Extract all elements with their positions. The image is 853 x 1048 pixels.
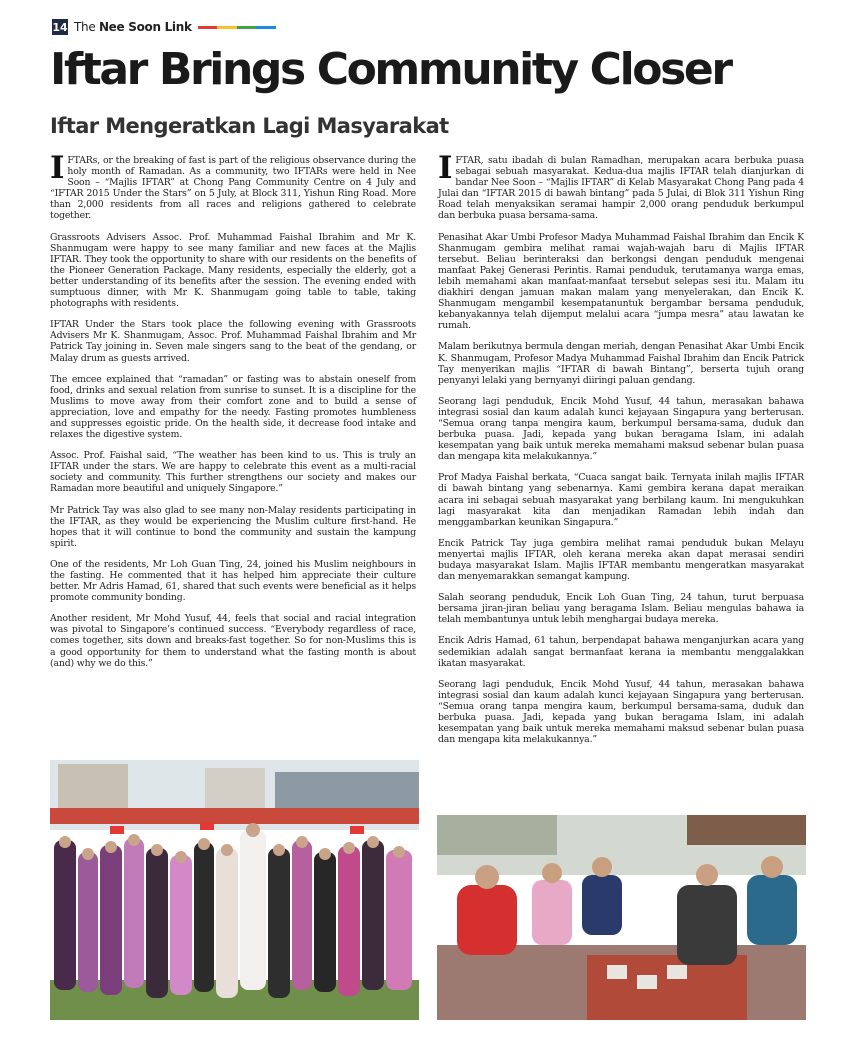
english-paragraph: One of the residents, Mr Loh Guan Ting, 24, joined his Muslim neighbours in the fasting. He commented that it has helped him appreciate their culture better. Mr Adris Hamad, 61, shared that such events were beneficial as it helps promote community bonding.	[50, 558, 416, 604]
page-number: 14	[52, 20, 68, 34]
page-header	[52, 18, 276, 36]
dining-photo	[437, 815, 806, 1020]
malay-paragraph: Malam berikutnya bermula dengan meriah, dengan Penasihat Akar Umbi Encik K. Shanmugam, Profesor Madya Muhammad Faishal Ibrahim dan Encik Patrick Tay menyerikan majlis “IFTAR di bawah Bintang”, berserta tujuh orang penyanyi lelaki yang bernyanyi diiringi paluan gendang.	[438, 341, 804, 386]
malay-column	[438, 150, 804, 755]
malay-paragraph: Seorang lagi penduduk, Encik Mohd Yusuf, 44 tahun, merasakan bahawa integrasi sosial dan kaum adalah kunci kejayaan Singapura yang berterusan. “Semua orang tanpa mengira kaum, berkumpul bersama-sama, duduk dan berbuka puasa. Jadi, kepada yang bukan beragama Islam, ini adalah kesempatan yang baik untuk mereka memahami maksud sebenar bulan puasa dan mengapa kita melakukannya.”	[438, 395, 804, 463]
color-bar-yellow	[217, 26, 237, 29]
english-paragraph: IFTAR Under the Stars took place the following evening with Grassroots Advisers Mr K. Shanmugam, Assoc. Prof. Muhammad Faishal Ibrahim and Mr Patrick Tay joining in. Seven male singers sang to the beat of the gendang, or Malay drum as guests arrived.	[50, 319, 416, 364]
article-subtitle: Iftar Mengeratkan Lagi Masyarakat	[50, 114, 449, 138]
malay-paragraph: IFTAR, satu ibadah di bulan Ramadhan, merupakan acara berbuka puasa sebagai sebuah masyarakat. Kedua-dua majlis IFTAR telah dianjurkan di bandar Nee Soon – “Majlis IFTAR” di Kelab Masyarakat Chong Pang pada 4 Julai dan “IFTAR 2015 di bawah bintang” pada 5 Julai, di Blok 311 Yishun Ring Road telah menyaksikan seramai hampir 2,000 orang penduduk berkumpul dan berbuka puasa bersama-sama.	[438, 150, 804, 222]
malay-paragraph: Penasihat Akar Umbi Profesor Madya Muhammad Faishal Ibrahim dan Encik K Shanmugam gembira melihat ramai wajah-wajah baru di Majlis IFTAR tersebut. Beliau berinteraksi dan berkongsi dengan penduduk mengenai manfaat Pakej Generasi Perintis. Ramai penduduk, terutamanya warga emas, lebih memahami akan manfaat-manfaat tersebut selepas sesi itu. Malam itu diakhiri dengan jamuan makan malam yang menyelerakan, dan Encik K. Shanmugam mengambil kesempatanuntuk bergambar bersama penduduk, kebanyakannya telah dijemput melalui acara “jumpa mesra” atau lawatan ke rumah.	[438, 231, 804, 332]
group-photo-image	[50, 760, 419, 1020]
malay-paragraph: Prof Madya Faishal berkata, “Cuaca sangat baik. Ternyata inilah majlis IFTAR di bawah bintang yang sebenarnya. Kami gembira kerana dapat meraikan acara ini sebagai sebuah masyarakat yang berbilang kaum. Ini mengukuhkan lagi masyarakat kita dan menjadikan Ramadan lebih indah dan menggambarkan keunikan Singapura.”	[438, 472, 804, 528]
english-paragraph: Another resident, Mr Mohd Yusuf, 44, feels that social and racial integration was pivotal to Singapore’s continued success. “Everybody regardless of race, comes together, sits down and breaks-fast together. So for non-Muslims this is a good opportunity for them to understand what the fasting month is about (and) why we do this.”	[50, 613, 416, 669]
article-title: Iftar Brings Community Closer	[50, 44, 731, 95]
malay-paragraph: Salah seorang penduduk, Encik Loh Guan Ting, 24 tahun, turut berpuasa bersama jiran-jiran beliau yang beragama Islam. Beliau mengulas bahawa ia telah membantunya untuk lebih menghargai budaya mereka.	[438, 592, 804, 626]
publication-prefix: The	[74, 20, 96, 34]
color-bar	[198, 26, 276, 29]
color-bar-red	[198, 26, 218, 29]
english-paragraph: IFTARs, or the breaking of fast is part of the religious observance during the holy month of Ramadan. As a community, two IFTARs were held in Nee Soon – “Majlis IFTAR” at Chong Pang Community Centre on 4 July and “IFTAR 2015 Under the Stars” on 5 July, at Block 311, Yishun Ring Road. More than 2,000 residents from all races and religions gathered to celebrate together.	[50, 150, 416, 222]
dining-photo-image	[437, 815, 806, 1020]
color-bar-green	[237, 26, 257, 29]
english-paragraph: Assoc. Prof. Faishal said, “The weather has been kind to us. This is truly an IFTAR under the stars. We are happy to celebrate this event as a multi-racial society and community. This further strengthens our society and makes our Ramadan more beautiful and uniquely Singapore.”	[50, 450, 416, 495]
color-bar-blue	[256, 26, 276, 29]
english-paragraph: Grassroots Advisers Assoc. Prof. Muhammad Faishal Ibrahim and Mr K. Shanmugam were happy to see many familiar and new faces at the Majlis IFTAR. They took the opportunity to share with our residents on the benefits of the Pioneer Generation Package. Many residents, especially the elderly, got a better understanding of its benefits after the session. The evening ended with sumptuous dinner, with Mr K. Shanmugam going table to table, taking photographs with residents.	[50, 231, 416, 310]
group-photo	[50, 760, 419, 1020]
publication-name	[74, 20, 192, 34]
malay-paragraph: Encik Adris Hamad, 61 tahun, berpendapat bahawa menganjurkan acara yang sedemikian adalah sangat bermanfaat kerana ia membantu menggalakkan ikatan masyarakat.	[438, 635, 804, 669]
english-column	[50, 150, 416, 679]
english-paragraph: The emcee explained that “ramadan” or fasting was to abstain oneself from food, drinks and sexual relation from sunrise to sunset. It is a discipline for the Muslims to move away from their comfort zone and to build a sense of appreciation, love and empathy for the needy. Fasting promotes humbleness and suppresses egoistic pride. On the health side, it decrease food intake and relaxes the digestive system.	[50, 373, 416, 441]
malay-paragraph: Encik Patrick Tay juga gembira melihat ramai penduduk bukan Melayu menyertai majlis IFTAR, oleh kerana mereka akan dapat merasai sendiri budaya masyarakat Islam. Majlis IFTAR membantu mengeratkan masyarakat dan menyemarakkan semangat kampung.	[438, 537, 804, 583]
publication-title: Nee Soon Link	[98, 20, 192, 34]
malay-paragraph: Seorang lagi penduduk, Encik Mohd Yusuf, 44 tahun, merasakan bahawa integrasi sosial dan kaum adalah kunci kejayaan Singapura yang berterusan. “Semua orang tanpa mengira kaum, berkumpul bersama-sama, duduk dan berbuka puasa. Jadi, kepada yang bukan beragama Islam, ini adalah kesempatan yang baik untuk mereka memahami maksud sebenar bulan puasa dan mengapa kita melakukannya.”	[438, 678, 804, 746]
english-paragraph: Mr Patrick Tay was also glad to see many non-Malay residents participating in the IFTAR, as they would be experiencing the Muslim culture first-hand. He hopes that it will continue to bond the community and sustain the kampung spirit.	[50, 504, 416, 549]
